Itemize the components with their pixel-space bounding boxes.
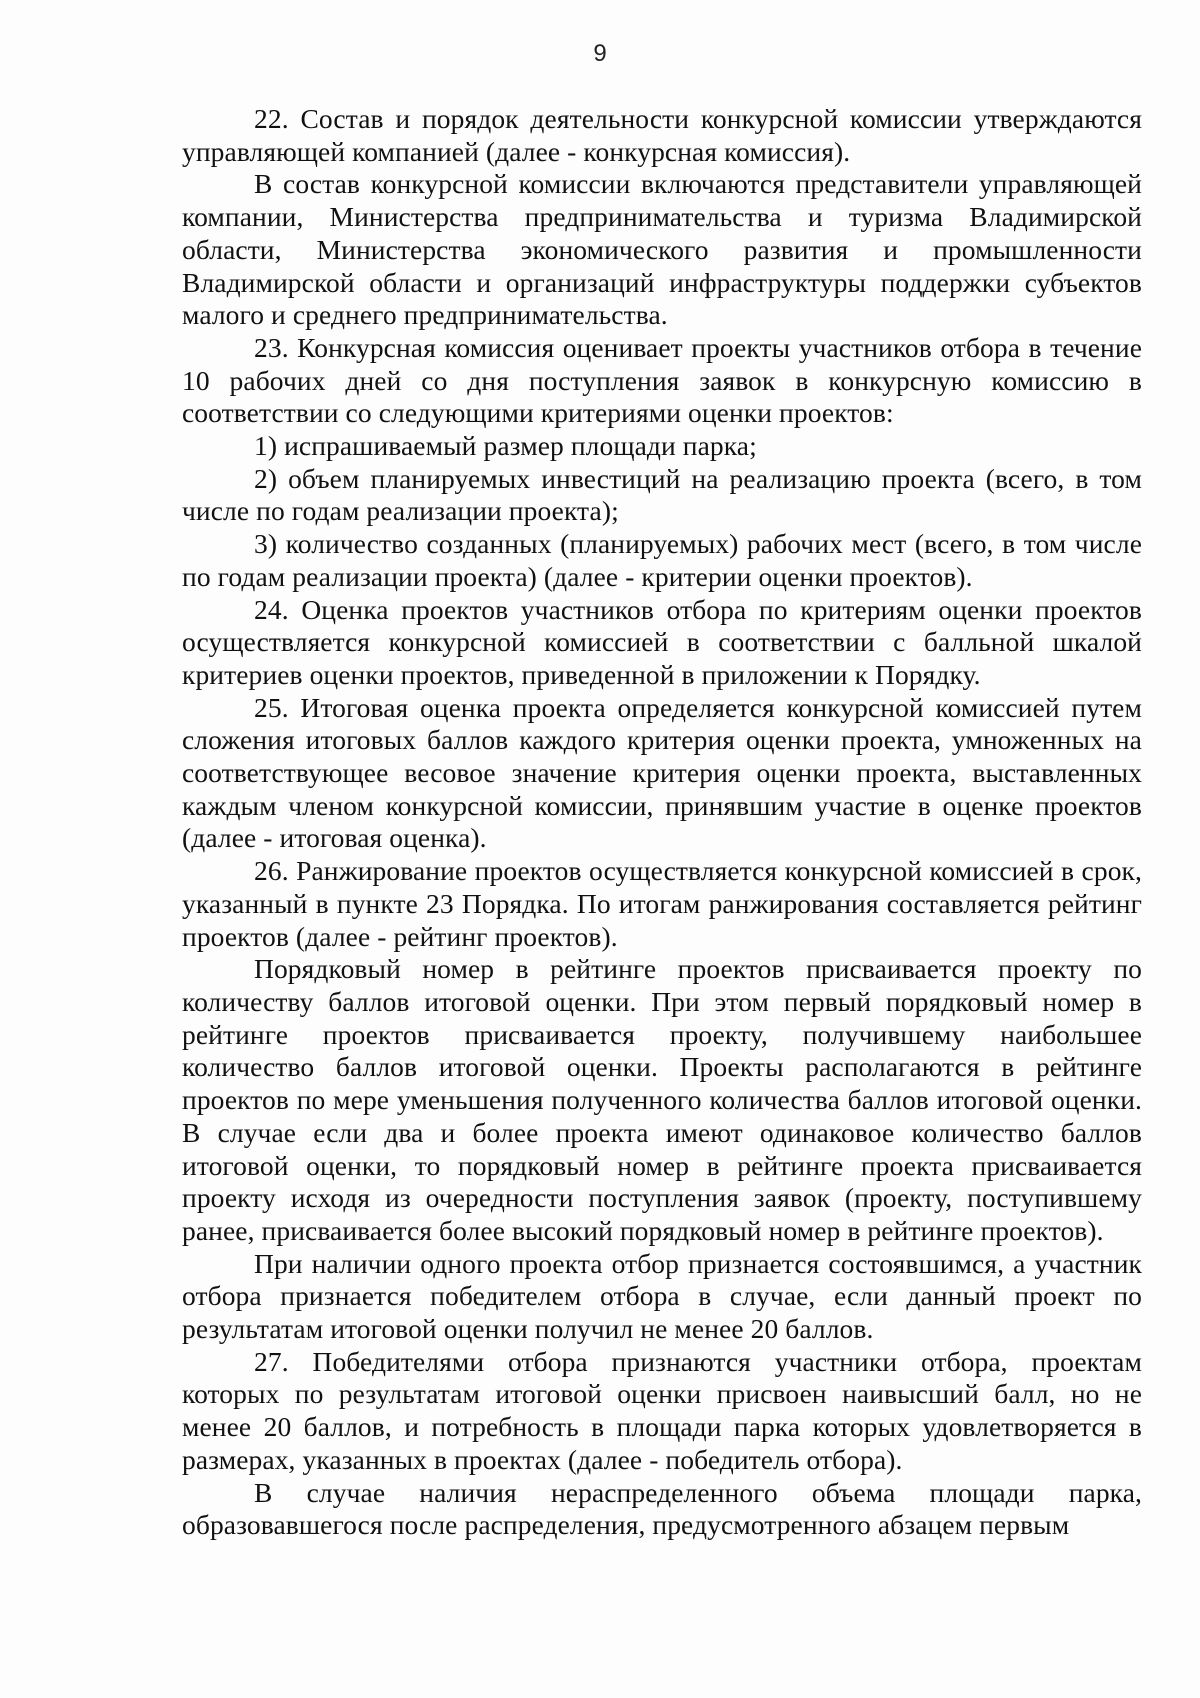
page-number: 9 bbox=[593, 40, 607, 67]
paragraph-23: 23. Конкурсная комиссия оценивает проекты участников отбора в течение 10 рабочих дней со дня поступления заявок в конкурсную комиссию в соответствии со следующими критериями оценки проектов: bbox=[182, 331, 1142, 429]
paragraph-ranking-order: Порядковый номер в рейтинге проектов присваивается проекту по количеству баллов итоговой оценки. При этом первый порядковый номер в рейтинге проектов присваивается проекту, получившему наибольшее количество баллов итоговой оценки. Проекты располагаются в рейтинге проектов по мере уменьшения полученного количества баллов итоговой оценки. В случае если два и более проекта имеют одинаковое количество баллов итоговой оценки, то порядковый номер в рейтинге проекта присваивается проекту исходя из очередности поступления заявок (проекту, поступившему ранее, присваивается более высокий порядковый номер в рейтинге проектов). bbox=[182, 953, 1142, 1246]
paragraph-single-project: При наличии одного проекта отбор признается состоявшимся, а участник отбора признается победителем отбора в случае, если данный проект по результатам итоговой оценки получил не менее 20 баллов. bbox=[182, 1247, 1142, 1345]
criterion-1: 1) испрашиваемый размер площади парка; bbox=[254, 430, 757, 462]
criterion-3: 3) количество созданных (планируемых) рабочих мест (всего, в том числе по годам реализации проекта) (далее - критерии оценки проектов). bbox=[182, 528, 1142, 592]
paragraph-22: 22. Состав и порядок деятельности конкурсной комиссии утверждаются управляющей компанией (далее - конкурсная комиссия). bbox=[182, 103, 1142, 167]
criterion-2: 2) объем планируемых инвестиций на реализацию проекта (всего, в том числе по годам реализации проекта); bbox=[182, 462, 1142, 527]
paragraph-commission-composition: В состав конкурсной комиссии включаются представители управляющей компании, Министерства предпринимательства и туризма Владимирской области, Министерства экономического развития и промышленности Владимирской области и организаций инфраструктуры поддержки субъектов малого и среднего предпринимательства. bbox=[182, 168, 1142, 331]
document-body bbox=[182, 103, 1142, 1542]
paragraph-27: 27. Победителями отбора признаются участники отбора, проектам которых по результатам итоговой оценки присвоен наивысший балл, но не менее 20 баллов, и потребность в площади парка которых удовлетворяется в размерах, указанных в проектах (далее - победитель отбора). bbox=[182, 1345, 1142, 1475]
paragraph-24: 24. Оценка проектов участников отбора по критериям оценки проектов осуществляется конкурсной комиссией в соответствии с балльной шкалой критериев оценки проектов, приведенной в приложении к Порядку. bbox=[182, 593, 1142, 690]
paragraph-25: 25. Итоговая оценка проекта определяется конкурсной комиссией путем сложения итоговых баллов каждого критерия оценки проекта, умноженных на соответствующее весовое значение критерия оценки проекта, выставленных каждым членом конкурсной комиссии, принявшим участие в оценке проектов (далее - итоговая оценка). bbox=[182, 691, 1142, 854]
paragraph-26: 26. Ранжирование проектов осуществляется конкурсной комиссией в срок, указанный в пункте 23 Порядка. По итогам ранжирования составляется рейтинг проектов (далее - рейтинг проектов). bbox=[182, 855, 1142, 952]
paragraph-unallocated-area: В случае наличия нераспределенного объема площади парка, образовавшегося после распределения, предусмотренного абзацем первым bbox=[182, 1476, 1142, 1541]
